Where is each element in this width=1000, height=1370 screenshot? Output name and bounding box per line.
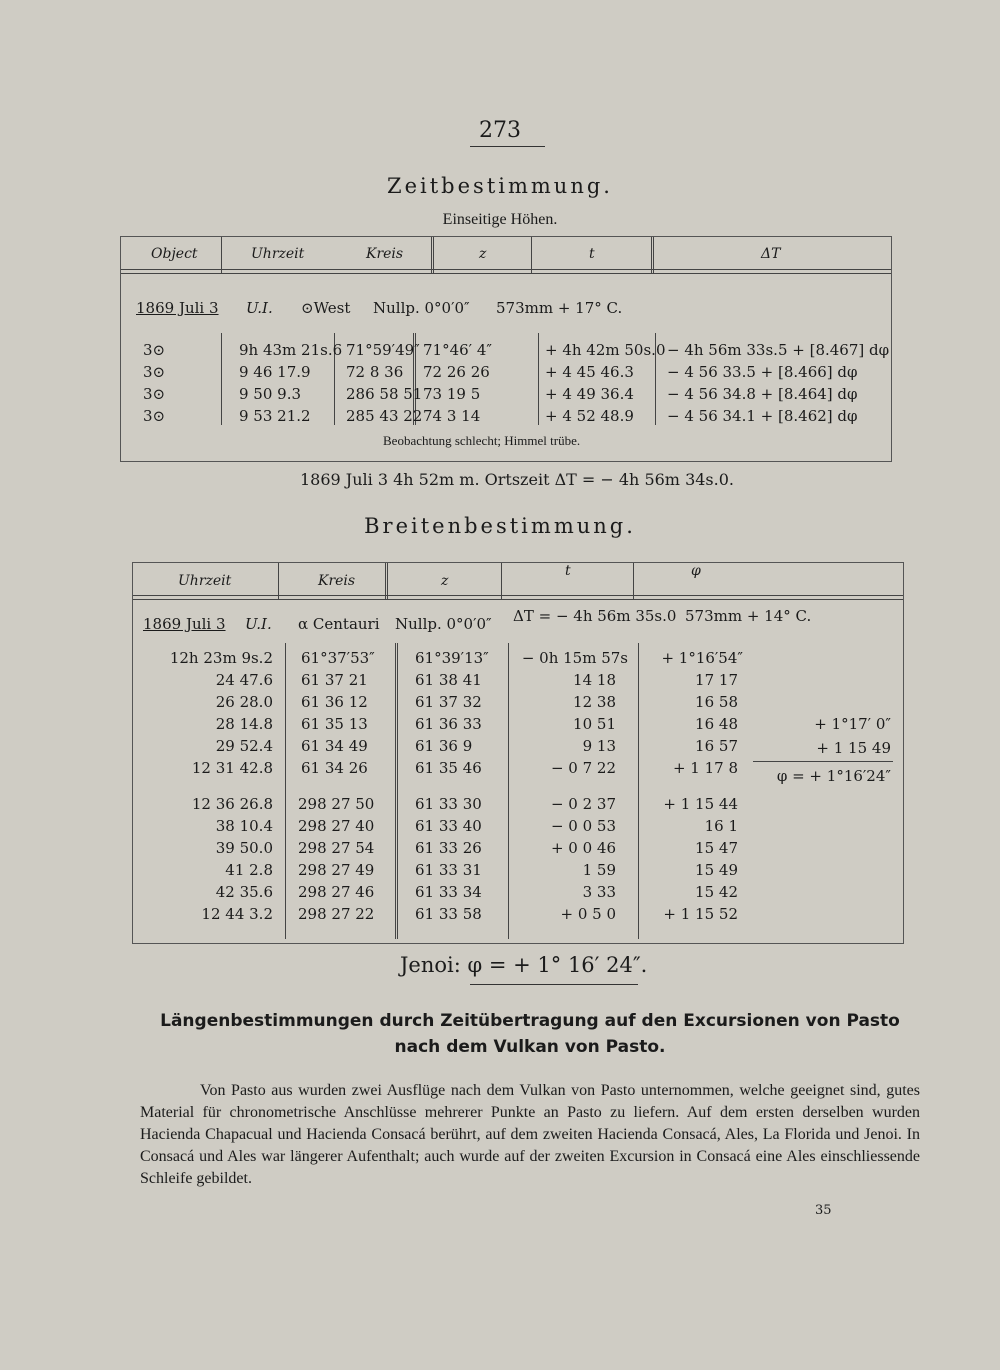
phi-mean-2: + 1 15 49 [816, 739, 891, 757]
breiten-date: 1869 Juli 3 [143, 615, 226, 633]
zeit-position: U.I. [246, 299, 273, 317]
zeit-row-z: 71°46′ 4″ [423, 341, 492, 359]
breiten-row-t: 1 59 [582, 861, 616, 879]
zeit-row-z: 74 3 14 [423, 407, 481, 425]
breiten-row-kreis: 61 34 49 [301, 737, 368, 755]
breiten-row-phi: 15 47 [695, 839, 738, 857]
breiten-row-kreis: 298 27 46 [298, 883, 375, 901]
breiten-row-phi: 15 49 [695, 861, 738, 879]
zeit-result: 1869 Juli 3 4h 52m m. Ortszeit ΔT = − 4h 56m 34s.0. [300, 470, 734, 489]
breiten-row-uhrzeit: 12 44 3.2 [201, 905, 273, 923]
header-phi: φ [691, 563, 701, 579]
breiten-dt: ΔT = − 4h 56m 35s.0 [513, 607, 677, 625]
breiten-row-z: 61 33 40 [415, 817, 482, 835]
breiten-row-phi: 16 57 [695, 737, 738, 755]
breiten-row-kreis: 298 27 22 [298, 905, 375, 923]
breiten-row-z: 61 33 34 [415, 883, 482, 901]
header-z: z [441, 573, 449, 589]
breiten-row-t: − 0 7 22 [550, 759, 616, 777]
breiten-table [132, 562, 904, 944]
breiten-row-t: − 0 2 37 [550, 795, 616, 813]
zeit-row-dt: − 4 56 33.5 + [8.466] dφ [667, 363, 858, 381]
breiten-row-uhrzeit: 42 35.6 [215, 883, 273, 901]
header-t: t [565, 563, 571, 579]
breiten-row-t: + 0 5 0 [560, 905, 616, 923]
breiten-row-kreis: 61°37′53″ [301, 649, 375, 667]
breiten-row-uhrzeit: 12 36 26.8 [191, 795, 273, 813]
breiten-row-z: 61 33 30 [415, 795, 482, 813]
breiten-row-phi: + 1°16′54″ [661, 649, 743, 667]
breiten-row-z: 61 37 32 [415, 693, 482, 711]
zeit-row-kreis: 285 43 22 [346, 407, 423, 425]
breiten-pressure-temp: 573mm + 14° C. [685, 607, 812, 625]
breiten-row-phi: + 1 15 44 [663, 795, 738, 813]
breiten-row-phi: + 1 15 52 [663, 905, 738, 923]
breiten-row-uhrzeit: 28 14.8 [215, 715, 273, 733]
zeit-date: 1869 Juli 3 [136, 299, 219, 317]
breiten-row-z: 61 36 33 [415, 715, 482, 733]
breiten-row-t: 3 33 [582, 883, 616, 901]
breiten-row-z: 61 35 46 [415, 759, 482, 777]
zeit-row-uhrzeit: 9 50 9.3 [239, 385, 302, 403]
zeit-nullpunkt: Nullp. 0°0′0″ [373, 299, 470, 317]
breiten-row-phi: 16 1 [704, 817, 738, 835]
breiten-row-uhrzeit: 29 52.4 [215, 737, 273, 755]
breiten-row-phi: 16 48 [695, 715, 738, 733]
zeit-row-t: + 4h 42m 50s.0 [545, 341, 666, 359]
zeit-row-kreis: 71°59′49″ [346, 341, 420, 359]
jenoi-rule [470, 984, 638, 985]
section-title-line1: Längenbestimmungen durch Zeitübertragung auf den Excursionen von Pasto [160, 1011, 900, 1031]
header-dt: ΔT [761, 246, 781, 262]
zeit-pressure-temp: 573mm + 17° C. [496, 299, 623, 317]
header-t: t [589, 246, 595, 262]
zeit-row-t: + 4 52 48.9 [545, 407, 634, 425]
breiten-row-kreis: 61 35 13 [301, 715, 368, 733]
zeit-row-kreis: 286 58 51 [346, 385, 423, 403]
breiten-row-kreis: 61 36 12 [301, 693, 368, 711]
breiten-row-z: 61 33 26 [415, 839, 482, 857]
page-number: 273 [479, 118, 521, 143]
zeit-row-z: 72 26 26 [423, 363, 490, 381]
zeit-row-dt: − 4 56 34.1 + [8.462] dφ [667, 407, 858, 425]
zeit-row-object: 3⊙ [143, 363, 166, 381]
zeit-row-t: + 4 45 46.3 [545, 363, 634, 381]
breiten-row-z: 61 36 9 [415, 737, 473, 755]
breiten-row-t: − 0h 15m 57s [521, 649, 628, 667]
breiten-row-z: 61 38 41 [415, 671, 482, 689]
page-number-rule [470, 146, 545, 147]
breitenbestimmung-title: Breitenbestimmung. [364, 514, 636, 538]
breiten-row-kreis: 298 27 54 [298, 839, 375, 857]
breiten-row-kreis: 61 34 26 [301, 759, 368, 777]
footer-signature-number: 35 [815, 1203, 832, 1218]
breiten-nullpunkt: Nullp. 0°0′0″ [395, 615, 492, 633]
breiten-row-phi: + 1 17 8 [672, 759, 738, 777]
breiten-row-kreis: 298 27 40 [298, 817, 375, 835]
header-z: z [479, 246, 487, 262]
breiten-row-t: − 0 0 53 [550, 817, 616, 835]
header-uhrzeit: Uhrzeit [178, 573, 232, 589]
zeit-row-object: 3⊙ [143, 407, 166, 425]
jenoi-result: Jenoi: φ = + 1° 16′ 24″. [400, 953, 648, 977]
zeit-row-dt: − 4 56 34.8 + [8.464] dφ [667, 385, 858, 403]
header-kreis: Kreis [366, 246, 404, 262]
header-object: Object [151, 246, 198, 262]
breiten-row-t: 10 51 [573, 715, 616, 733]
zeit-row-object: 3⊙ [143, 385, 166, 403]
zeit-row-object: 3⊙ [143, 341, 166, 359]
zeit-row-z: 73 19 5 [423, 385, 481, 403]
zeit-row-uhrzeit: 9h 43m 21s.6 [239, 341, 343, 359]
breiten-row-t: 9 13 [582, 737, 616, 755]
zeitbestimmung-title: Zeitbestimmung. [387, 174, 613, 198]
breiten-row-uhrzeit: 38 10.4 [215, 817, 273, 835]
breiten-row-phi: 15 42 [695, 883, 738, 901]
section-title-line2: nach dem Vulkan von Pasto. [394, 1037, 666, 1057]
header-uhrzeit: Uhrzeit [251, 246, 305, 262]
phi-final-mean: φ = + 1°16′24″ [776, 767, 891, 785]
breiten-position: U.I. [245, 615, 272, 633]
breiten-row-uhrzeit: 41 2.8 [225, 861, 273, 879]
zeit-row-dt: − 4h 56m 33s.5 + [8.467] dφ [667, 341, 890, 359]
zeit-note: Beobachtung schlecht; Himmel trübe. [383, 433, 581, 448]
section-paragraph: Von Pasto aus wurden zwei Ausflüge nach dem Vulkan von Pasto unternommen, welche geeignet sind, gutes Material für chronometrische Anschlüsse mehrerer Punkte an Pasto zu liefern. Auf dem ersten derselben wurden Hacienda Chapacual und Hacienda Consacá berührt, auf dem zweiten Hacienda Consacá, Ales, La Florida und Jenoi. In Consacá und Ales war längerer Aufenthalt; auch wurde auf der zweiten Excursion in Consacá eine Ales einschliessende Schleife gebildet. [140, 1082, 920, 1187]
zeit-row-uhrzeit: 9 53 21.2 [239, 407, 311, 425]
zeit-row-kreis: 72 8 36 [346, 363, 404, 381]
phi-mean-1: + 1°17′ 0″ [814, 715, 891, 733]
breiten-row-uhrzeit: 12h 23m 9s.2 [169, 649, 273, 667]
header-kreis: Kreis [318, 573, 356, 589]
breiten-row-t: 12 38 [573, 693, 616, 711]
breiten-row-uhrzeit: 26 28.0 [215, 693, 273, 711]
zeit-row-t: + 4 49 36.4 [545, 385, 634, 403]
breiten-row-phi: 17 17 [695, 671, 738, 689]
breiten-star: α Centauri [298, 615, 380, 633]
breiten-row-phi: 16 58 [695, 693, 738, 711]
breiten-row-uhrzeit: 39 50.0 [215, 839, 273, 857]
breiten-row-t: + 0 0 46 [550, 839, 616, 857]
breiten-row-t: 14 18 [573, 671, 616, 689]
breiten-row-z: 61°39′13″ [415, 649, 489, 667]
breiten-row-kreis: 298 27 49 [298, 861, 375, 879]
zeit-object: ⊙West [301, 299, 351, 317]
breiten-row-kreis: 298 27 50 [298, 795, 375, 813]
breiten-row-kreis: 61 37 21 [301, 671, 368, 689]
breiten-row-uhrzeit: 12 31 42.8 [191, 759, 273, 777]
zeit-row-uhrzeit: 9 46 17.9 [239, 363, 311, 381]
breiten-row-z: 61 33 58 [415, 905, 482, 923]
zeit-table [120, 236, 892, 462]
breiten-row-uhrzeit: 24 47.6 [215, 671, 273, 689]
zeitbestimmung-subtitle: Einseitige Höhen. [442, 211, 558, 228]
breiten-row-z: 61 33 31 [415, 861, 482, 879]
